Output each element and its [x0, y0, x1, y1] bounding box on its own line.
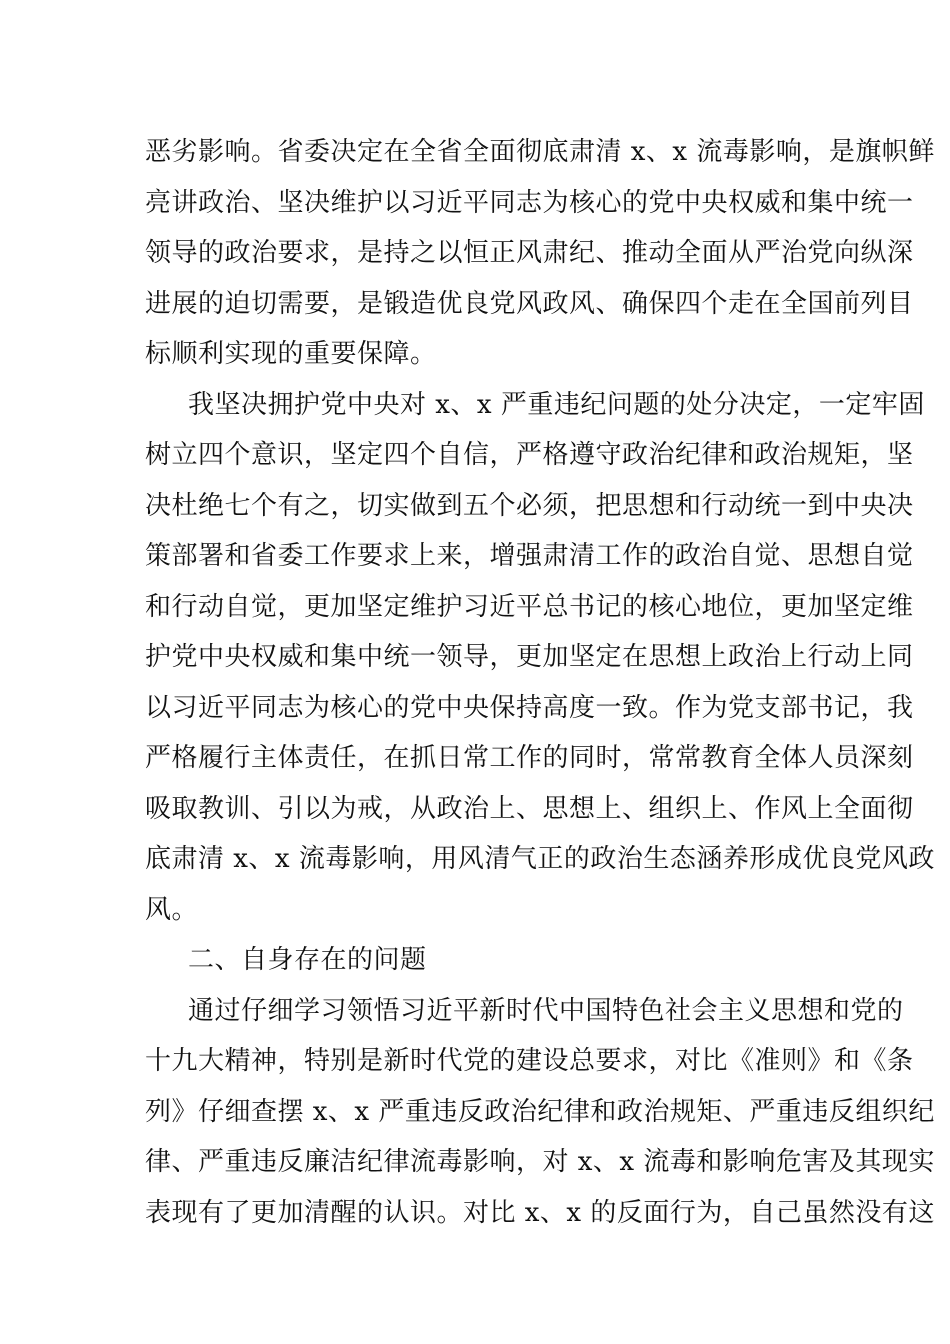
paragraph-2-line-11: 风。 [145, 895, 199, 925]
paragraph-3-line-3: 列》仔细查摆 x、x 严重违反政治纪律和政治规矩、严重违反组织纪 [145, 1097, 935, 1127]
paragraph-3-line-5: 表现有了更加清醒的认识。对比 x、x 的反面行为，自己虽然没有这 [145, 1198, 935, 1228]
paragraph-2-line-3: 决杜绝七个有之，切实做到五个必须，把思想和行动统一到中央决 [145, 491, 914, 521]
paragraph-1-line-2: 亮讲政治、坚决维护以习近平同志为核心的党中央权威和集中统一 [145, 188, 914, 218]
paragraph-2-line-9: 吸取教训、引以为戒，从政治上、思想上、组织上、作风上全面彻 [145, 794, 914, 824]
paragraph-2-line-6: 护党中央权威和集中统一领导，更加坚定在思想上政治上行动上同 [145, 642, 914, 672]
paragraph-1-line-4: 进展的迫切需要，是锻造优良党风政风、确保四个走在全国前列目 [145, 289, 914, 319]
paragraph-2-line-1: 我坚决拥护党中央对 x、x 严重违纪问题的处分决定，一定牢固 [188, 390, 925, 420]
paragraph-1-line-5: 标顺利实现的重要保障。 [145, 339, 437, 369]
paragraph-2-line-5: 和行动自觉，更加坚定维护习近平总书记的核心地位，更加坚定维 [145, 592, 914, 622]
paragraph-2-line-4: 策部署和省委工作要求上来，增强肃清工作的政治自觉、思想自觉 [145, 541, 914, 571]
paragraph-3-line-1: 通过仔细学习领悟习近平新时代中国特色社会主义思想和党的 [188, 996, 904, 1026]
paragraph-3-line-4: 律、严重违反廉洁纪律流毒影响，对 x、x 流毒和影响危害及其现实 [145, 1147, 935, 1177]
paragraph-2-line-2: 树立四个意识，坚定四个自信，严格遵守政治纪律和政治规矩，坚 [145, 440, 914, 470]
paragraph-1-line-1: 恶劣影响。省委决定在全省全面彻底肃清 x、x 流毒影响，是旗帜鲜 [145, 137, 935, 167]
section-heading: 二、自身存在的问题 [188, 945, 427, 975]
paragraph-1-line-3: 领导的政治要求，是持之以恒正风肃纪、推动全面从严治党向纵深 [145, 238, 914, 268]
paragraph-2-line-7: 以习近平同志为核心的党中央保持高度一致。作为党支部书记，我 [145, 693, 914, 723]
paragraph-3-line-2: 十九大精神，特别是新时代党的建设总要求，对比《准则》和《条 [145, 1046, 914, 1076]
paragraph-2-line-8: 严格履行主体责任，在抓日常工作的同时，常常教育全体人员深刻 [145, 743, 914, 773]
paragraph-2-line-10: 底肃清 x、x 流毒影响，用风清气正的政治生态涵养形成优良党风政 [145, 844, 935, 874]
